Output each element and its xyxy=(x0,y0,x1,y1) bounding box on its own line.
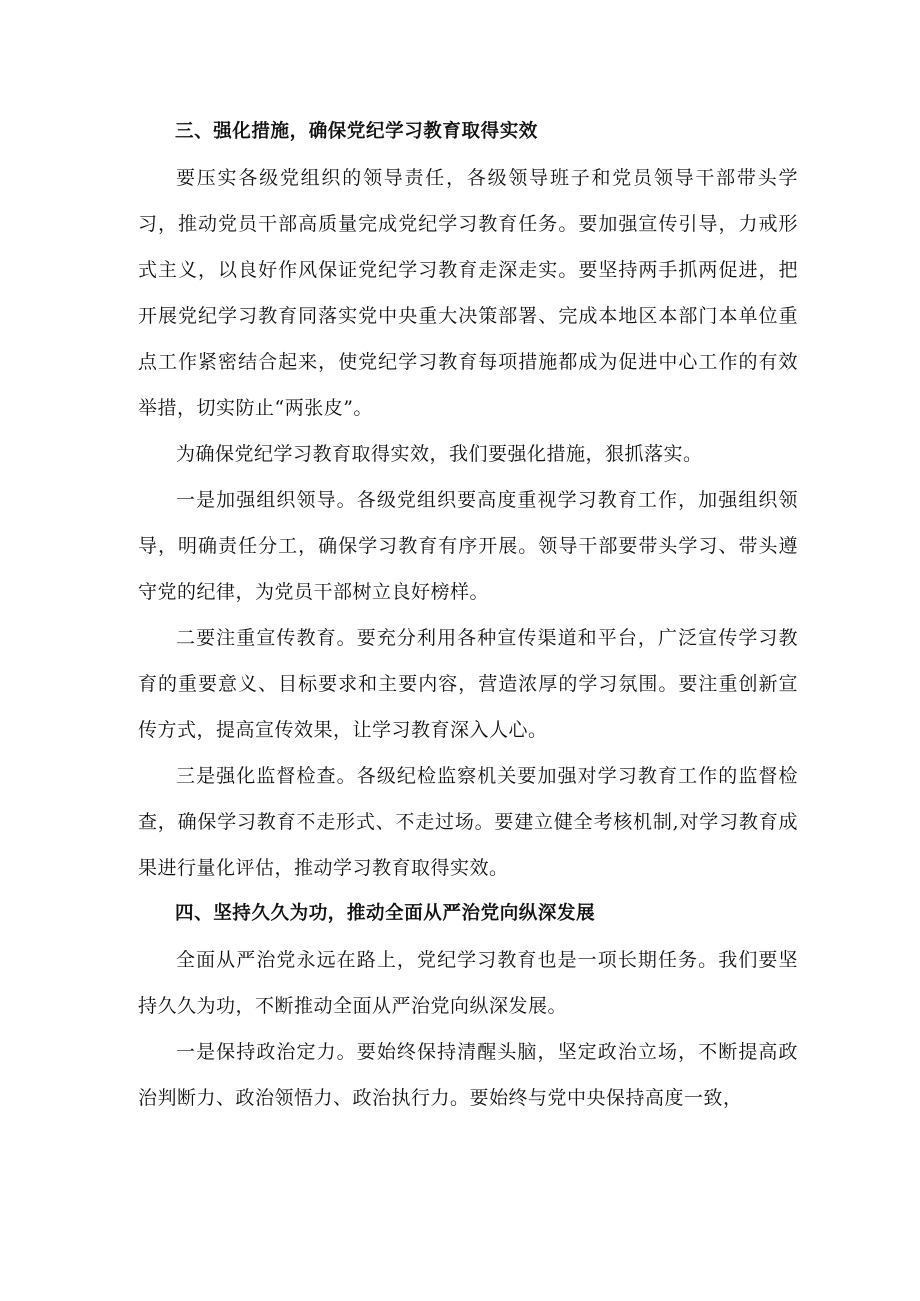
section-heading-4: 四、坚持久久为功，推动全面从严治党向纵深发展 xyxy=(175,903,596,924)
body-paragraph: 要压实各级党组织的领导责任，各级领导班子和党员领导干部带头学习，推动党员干部高质量完成党纪学习教育任务。要加强宣传引导，力戒形式主义，以良好作风保证党纪学习教育走深走实。要坚持两手抓两促进，把开展党纪学习教育同落实党中央重大决策部署、完成本地区本部门本单位重点工作紧密结合起来，使党纪学习教育每项措施都成为促进中心工作的有效举措，切实防止“两张皮”。 xyxy=(138,167,798,419)
body-paragraph: 一是保持政治定力。要始终保持清醒头脑，坚定政治立场，不断提高政治判断力、政治领悟力、政治执行力。要始终与党中央保持高度一致， xyxy=(138,1041,798,1109)
body-paragraph: 一是加强组织领导。各级党组织要高度重视学习教育工作，加强组织领导，明确责任分工，确保学习教育有序开展。领导干部要带头学习、带头遵守党的纪律，为党员干部树立良好榜样。 xyxy=(138,489,798,603)
body-paragraph: 二要注重宣传教育。要充分利用各种宣传渠道和平台，广泛宣传学习教育的重要意义、目标要求和主要内容，营造浓厚的学习氛围。要注重创新宣传方式，提高宣传效果，让学习教育深入人心。 xyxy=(138,627,798,741)
body-paragraph: 为确保党纪学习教育取得实效，我们要强化措施，狠抓落实。 xyxy=(176,443,703,465)
section-heading-3: 三、强化措施，确保党纪学习教育取得实效 xyxy=(175,121,538,142)
body-paragraph: 全面从严治党永远在路上，党纪学习教育也是一项长期任务。我们要坚持久久为功，不断推动全面从严治党向纵深发展。 xyxy=(138,949,798,1017)
body-paragraph: 三是强化监督检查。各级纪检监察机关要加强对学习教育工作的监督检查，确保学习教育不走形式、不走过场。要建立健全考核机制,对学习教育成果进行量化评估，推动学习教育取得实效。 xyxy=(138,765,798,879)
